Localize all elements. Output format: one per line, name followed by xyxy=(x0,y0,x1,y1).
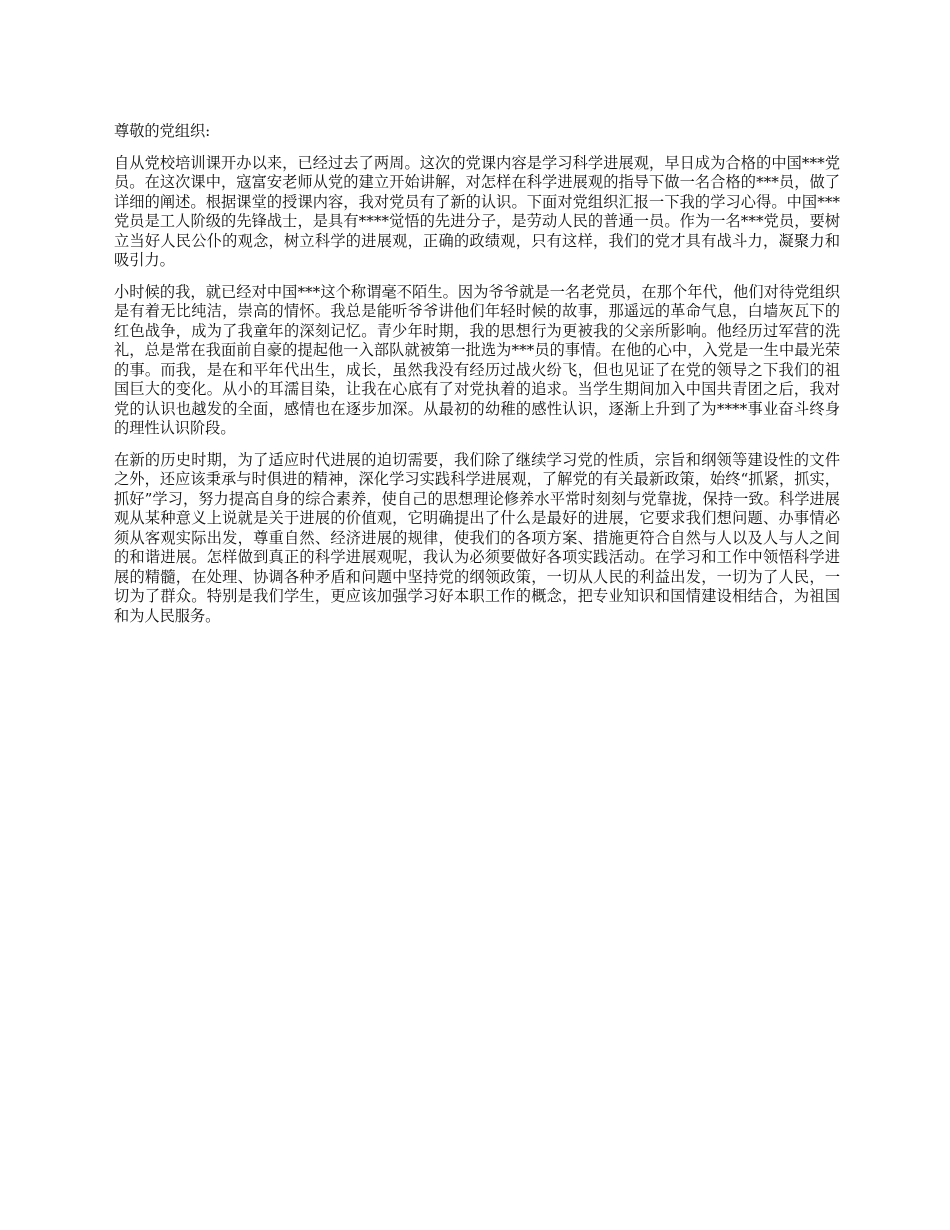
paragraph-2: 小时候的我，就已经对中国***这个称谓毫不陌生。因为爷爷就是一名老党员，在那个年代，他们对待党组织是有着无比纯洁，崇高的情怀。我总是能听爷爷讲他们年轻时候的故事，那遥远的革命气息，白墙灰瓦下的红色战争，成为了我童年的深刻记忆。青少年时期，我的思想行为更被我的父亲所影响。他经历过军营的洗礼，总是常在我面前自豪的提起他一入部队就被第一批选为***员的事情。在他的心中，入党是一生中最光荣的事。而我，是在和平年代出生，成长，虽然我没有经历过战火纷飞，但也见证了在党的领导之下我们的祖国巨大的变化。从小的耳濡目染，让我在心底有了对党执着的追求。当学生期间加入中国共青团之后，我对党的认识也越发的全面，感情也在逐步加深。从最初的幼稚的感性认识，逐渐上升到了为****事业奋斗终身的理性认识阶段。 xyxy=(114,282,840,437)
salutation: 尊敬的党组织: xyxy=(114,122,211,140)
paragraph-3: 在新的历史时期，为了适应时代进展的迫切需要，我们除了继续学习党的性质，宗旨和纲领等建设性的文件之外，还应该秉承与时俱进的精神，深化学习实践科学进展观，了解党的有关最新政策，始终“抓紧，抓实，抓好”学习，努力提高自身的综合素养，使自己的思想理论修养水平常时刻刻与党靠拢，保持一致。科学进展观从某种意义上说就是关于进展的价值观，它明确提出了什么是最好的进展，它要求我们想问题、办事情必须从客观实际出发，尊重自然、经济进展的规律，使我们的各项方案、措施更符合自然与人以及人与人之间的和谐进展。怎样做到真正的科学进展观呢，我认为必须要做好各项实践活动。在学习和工作中领悟科学进展的精髓，在处理、协调各种矛盾和问题中坚持党的纲领政策，一切从人民的利益出发，一切为了人民，一切为了群众。特别是我们学生，更应该加强学习好本职工作的概念，把专业知识和国情建设相结合，为祖国和为人民服务。 xyxy=(114,450,840,625)
paragraph-1: 自从党校培训课开办以来，已经过去了两周。这次的党课内容是学习科学进展观，早日成为合格的中国***党员。在这次课中，寇富安老师从党的建立开始讲解，对怎样在科学进展观的指导下做一名合格的***员，做了详细的阐述。根据课堂的授课内容，我对党员有了新的认识。下面对党组织汇报一下我的学习心得。中国***党员是工人阶级的先锋战士，是具有****觉悟的先进分子，是劳动人民的普通一员。作为一名***党员，要树立当好人民公仆的观念，树立科学的进展观，正确的政绩观，只有这样，我们的党才具有战斗力，凝聚力和吸引力。 xyxy=(114,153,840,269)
document-page xyxy=(114,122,840,638)
